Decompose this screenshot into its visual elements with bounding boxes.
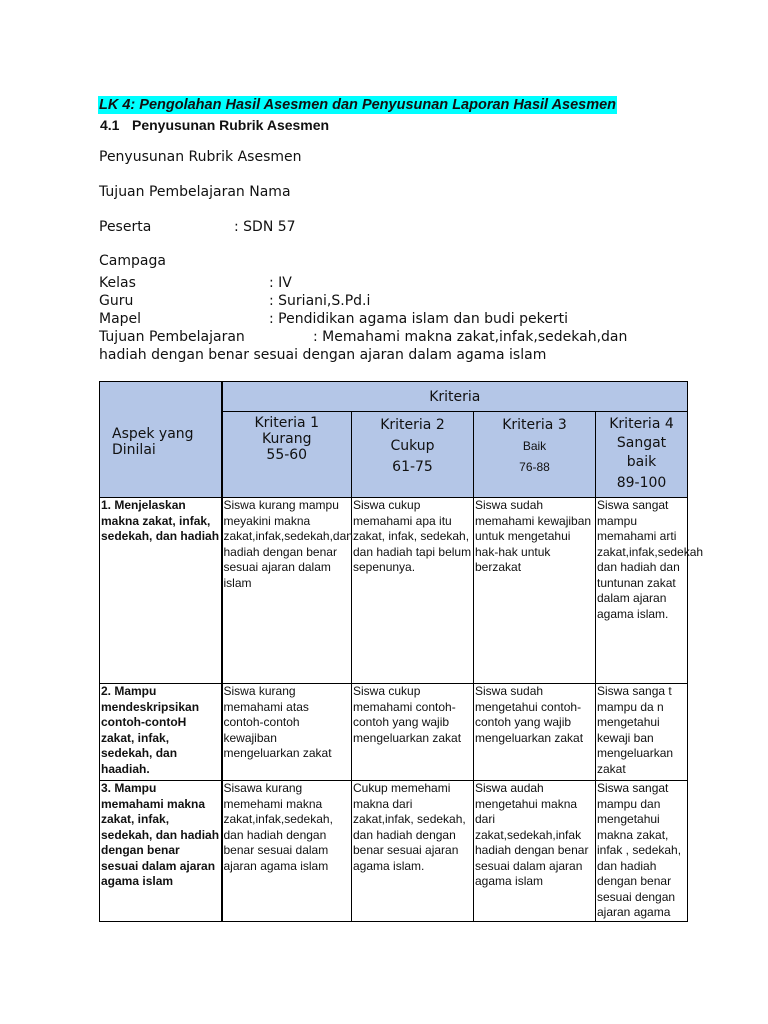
kriteria-header: Kriteria [222, 382, 688, 412]
section-heading [100, 116, 329, 134]
table-row [100, 781, 688, 922]
aspek-cell: 1. Menjelaskan makna zakat, infak, sedekah, dan hadiah [100, 498, 222, 684]
criteria-4-range: 89-100 [616, 475, 667, 491]
tujuan-nama-line: Tujuan Pembelajaran Nama [99, 184, 291, 200]
aspek-cell: 2. Mampu mendeskripsikan contoh-contoH zakat, infak, sedekah, dan haadiah. [100, 684, 222, 781]
aspek-header: Aspek yang Dinilai [100, 382, 222, 498]
guru-value: : Suriani,S.Pd.i [269, 293, 371, 309]
criteria-2-name: Kriteria 2 [380, 417, 445, 433]
kelas-label: Kelas [99, 275, 136, 291]
criteria-3-header [474, 412, 596, 498]
section-number: 4.1 [100, 117, 120, 133]
aspek-cell: 3. Mampu memahami makna zakat, infak, sedekah, dan hadiah dengan benar sesuai dalam ajaran agama islam [100, 781, 222, 922]
guru-line [99, 292, 370, 310]
criteria-4-level: Sangat baik [616, 435, 667, 470]
mapel-label: Mapel [99, 311, 142, 327]
peserta-value: : SDN 57 [234, 219, 296, 235]
criteria-3-cell: Siswa audah mengetahui makna dari zakat,sedekah,infak hadiah dengan benar sesuai dalam ajaran agama islam [474, 781, 596, 922]
criteria-3-cell: Siswa sudah mengetahui contoh-contoh yang wajib mengeluarkan zakat [474, 684, 596, 781]
tujuan-line [99, 328, 627, 346]
peserta-label: Peserta [99, 219, 152, 235]
criteria-2-cell: Siswa cukup memahami apa itu zakat, infak, sedekah, dan hadiah tapi belum sepenunya. [352, 498, 474, 684]
criteria-3-cell: Siswa sudah memahami kewajiban untuk mengetahui hak-hak untuk berzakat [474, 498, 596, 684]
criteria-4-name: Kriteria 4 [609, 416, 674, 432]
guru-label: Guru [99, 293, 134, 309]
peserta-line [99, 218, 296, 236]
rubric-table [99, 381, 704, 922]
tujuan-value: : Memahami makna zakat,infak,sedekah,dan [313, 329, 628, 345]
criteria-3-level: Baik [522, 439, 547, 453]
criteria-2-cell: Cukup memehami makna dari zakat,infak, sedekah, dan hadiah dengan benar sesuai ajaran agama islam. [352, 781, 474, 922]
mapel-line [99, 310, 568, 328]
criteria-1-name: Kriteria 1 [254, 415, 319, 431]
kelas-line [99, 274, 292, 292]
criteria-1-cell: Siswa kurang memahami atas contoh-contoh kewajiban mengeluarkan zakat [222, 684, 352, 781]
criteria-3-range: 76-88 [519, 460, 550, 474]
kelas-value: : IV [269, 275, 292, 291]
criteria-1-level: Kurang [262, 431, 312, 447]
worksheet-heading: LK 4: Pengolahan Hasil Asesmen dan Penyusunan Laporan Hasil Asesmen [99, 97, 617, 113]
criteria-2-range: 61-75 [392, 459, 433, 475]
tujuan-continuation: hadiah dengan benar sesuai dengan ajaran dalam agama islam [99, 347, 547, 363]
campaga-line: Campaga [99, 253, 166, 269]
criteria-2-header [352, 412, 474, 498]
mapel-value: : Pendidikan agama islam dan budi pekerti [269, 311, 568, 327]
table-row [100, 684, 688, 781]
section-title: Penyusunan Rubrik Asesmen [132, 117, 330, 133]
criteria-1-header [222, 412, 352, 498]
criteria-3-name: Kriteria 3 [502, 417, 567, 433]
criteria-4-cell: Siswa sangat mampu memahami arti zakat,infak,sedekah dan hadiah dan tuntunan zakat dalam ajaran agama islam. [596, 498, 688, 684]
criteria-1-cell: Siswa kurang mampu meyakini makna zakat,infak,sedekah,dan hadiah dengan benar sesuai ajaran dalam islam [222, 498, 352, 684]
rubric-title: Penyusunan Rubrik Asesmen [99, 149, 302, 165]
tujuan-label: Tujuan Pembelajaran [99, 329, 245, 345]
criteria-4-cell: Siswa sangat mampu dan mengetahui makna zakat, infak , sedekah, dan hadiah dengan benar sesuai dengan ajaran agama [596, 781, 688, 922]
table-row [100, 498, 688, 684]
criteria-2-cell: Siswa cukup memahami contoh-contoh yang wajib mengeluarkan zakat [352, 684, 474, 781]
criteria-4-header [596, 412, 688, 498]
criteria-2-level: Cukup [390, 438, 435, 454]
criteria-1-range: 55-60 [266, 447, 308, 463]
criteria-1-cell: Sisawa kurang memehami makna zakat,infak,sedekah, dan hadiah dengan benar sesuai dalam ajaran agama islam [222, 781, 352, 922]
criteria-4-cell: Siswa sanga t mampu da n mengetahui kewaji ban mengeluarkan zakat [596, 684, 688, 781]
